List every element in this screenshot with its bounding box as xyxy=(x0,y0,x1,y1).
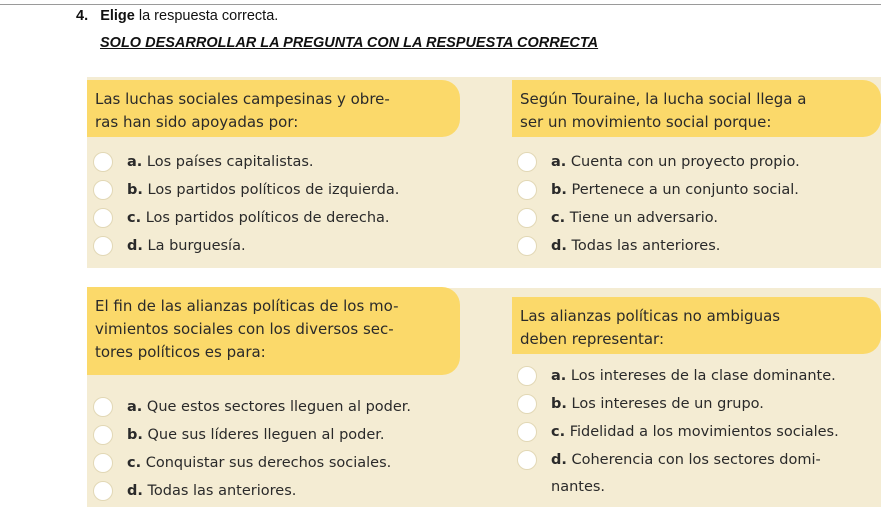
top-divider xyxy=(0,4,881,5)
question-3-line-1: El fin de las alianzas políticas de los mo- xyxy=(95,297,399,315)
question-header xyxy=(76,8,278,24)
radio-circle-icon[interactable] xyxy=(93,152,113,172)
question-1-line-2: ras han sido apoyadas por: xyxy=(95,113,299,131)
radio-circle-icon[interactable] xyxy=(517,208,537,228)
radio-circle-icon[interactable] xyxy=(93,397,113,417)
question-2-line-1: Según Touraine, la lucha social llega a xyxy=(520,90,807,108)
question-instruction: la respuesta correcta. xyxy=(134,8,279,24)
panel-separator xyxy=(87,268,881,288)
question-3-line-3: tores políticos es para: xyxy=(95,343,266,361)
radio-circle-icon[interactable] xyxy=(93,481,113,501)
radio-circle-icon[interactable] xyxy=(517,152,537,172)
radio-circle-icon[interactable] xyxy=(517,450,537,470)
question-number: 4. xyxy=(76,8,89,24)
radio-circle-icon[interactable] xyxy=(517,180,537,200)
radio-circle-icon[interactable] xyxy=(517,394,537,414)
radio-circle-icon[interactable] xyxy=(93,236,113,256)
question-1-prompt xyxy=(87,80,460,137)
question-3-line-2: vimientos sociales con los diversos sec- xyxy=(95,320,394,338)
radio-circle-icon[interactable] xyxy=(93,453,113,473)
radio-circle-icon[interactable] xyxy=(93,180,113,200)
question-verb: Elige xyxy=(100,8,135,24)
radio-circle-icon[interactable] xyxy=(517,236,537,256)
instruction-subtitle: SOLO DESARROLLAR LA PREGUNTA CON LA RESPUESTA CORRECTA xyxy=(100,35,599,51)
question-4-prompt xyxy=(512,297,881,354)
question-4-line-1: Las alianzas políticas no ambiguas xyxy=(520,307,781,325)
question-3-prompt xyxy=(87,287,460,375)
radio-circle-icon[interactable] xyxy=(517,422,537,442)
question-4-line-2: deben representar: xyxy=(520,330,665,348)
question-2-line-2: ser un movimiento social porque: xyxy=(520,113,772,131)
q4-option-d-continuation: nantes. xyxy=(551,479,606,495)
question-2-prompt xyxy=(512,80,881,137)
radio-circle-icon[interactable] xyxy=(93,208,113,228)
radio-circle-icon[interactable] xyxy=(93,425,113,445)
question-1-line-1: Las luchas sociales campesinas y obre- xyxy=(95,90,390,108)
radio-circle-icon[interactable] xyxy=(517,366,537,386)
